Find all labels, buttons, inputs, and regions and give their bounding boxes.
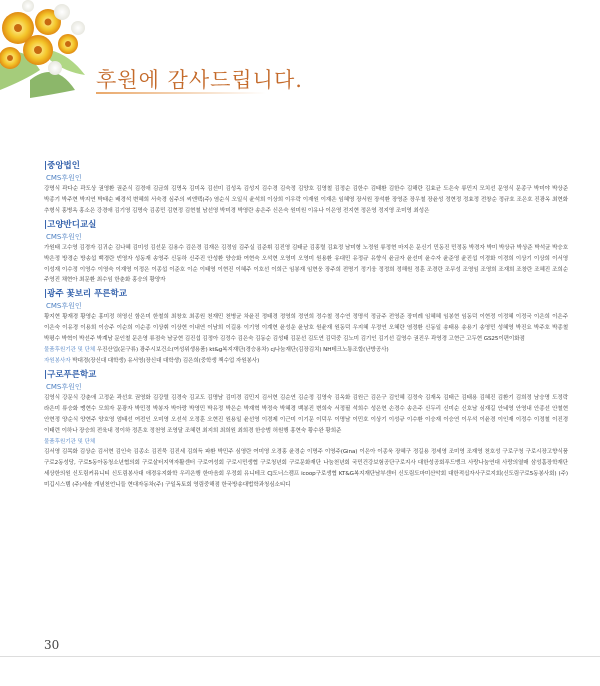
donor-list <box>44 160 568 493</box>
section-title: |광주 꽃보리 푸른학교 <box>44 289 127 300</box>
section-jungang <box>44 160 568 217</box>
page-heading: 후원에 감사드립니다. <box>96 68 303 92</box>
section-subtitle: CMS후원인 <box>46 232 82 241</box>
section-guro <box>44 369 568 491</box>
section-subtitle: CMS후원인 <box>46 382 82 391</box>
heading-underline <box>96 92 266 94</box>
section-title: |고양반디교실 <box>44 219 97 230</box>
flower-bouquet-illustration <box>0 0 95 100</box>
section-title: |중앙법인 <box>44 161 80 171</box>
volunteer-label: 자원봉사자 <box>44 357 71 364</box>
support-lead: 김서영 <box>44 449 60 456</box>
donor-names-text: 황지현 황재경 황영순 홍미정 허영신 함은미 한철희 최창호 최종원 천재민 천병균 차윤진 정태경 정영희 정연희 정수철 정수연 정명석 정금주 전영준 장미례 임혜혜 임봉현 임동덕 이현정 이정혜 이정국 이은희 이은주 이은숙 이유경 이용희 이승주 이순희 이순종 이상휘 이상현 이내연 이남희 이길용 이기영 이계현 윤성운 윤남호 원윤재 원동덕 우지혜 우정연 오혜란 염정환 신동일 송태용 송용기 송영민 성혜영 박진요 박주호 박종철 박평수 박혁이 박선주 박계남 문인철 문은영 류점숙 남궁현 김진섭 김정아 김정수 김은숙 김동순 김성태 김문선 김도연 김덕중 김노미 김기인 김기선 길영수 권진우 곽영경 고현근 고두현 GS25이편이화점 <box>44 314 568 343</box>
footer-divider <box>0 656 600 657</box>
donor-names <box>44 393 568 491</box>
support-text: 김목화 김상순 김서현 김인숙 김종소 김진묵 김진세 김희득 파환 박민주 심영란 여미영 오경홍 윤경순 이명주 이영주(Gina) 이은아 이종욱 장혜구 정길용 정세영 조미영 조재영 천호성 구로구청 구로시장고향식품 구로2동성당, 구로5동아동청소년협의회 구로살터지역자활센터 구로여성회 구로시민생협 구로청년회 구로문화재단 나눔천년회 국민건강보험공단구로지사 대한성공회푸드뱅크 사랑나눔연대 사랑의열매 삼성홈장학재단 세상한의원 신도림커뮤니티 신도림봉사대 애경유지화학 우리은행 한마음회 우정회 유니테크 CJ도너스캠프 icoop구로생협 KT&G복지재단남부센터 신도림도마미산악회 대한적십자사구로지회(신도림구로5동봉사회) (주)미깁시스템 (주)세솔 개념천언니들 현대자동차(주) 구일독토회 영림중해점 한국방송대법학과청심소티디 <box>44 449 569 489</box>
section-subtitle: CMS후원인 <box>46 174 82 182</box>
donor-names: 강명식 곽다순 곽도상 권영환 권준식 김경애 김금희 김명옥 김미옥 김선미 김성옥 김성지 김수경 김숙정 김양호 김영철 김정순 김한수 김태환 김한수 김해란 김효균 도은숙 류민지 모치선 문영식 문종구 박미야 박상준 박종기 박주현 박지연 박태순 배경석 변혜희 서숙경 심주의 씨엔텍(주) 염순식 오일식 윤석희 이상희 이우락 이재원 이재은 임혜영 장서원 장석환 장영준 장우철 장윤성 정현정 정효정 전창순 정규호 조은호 진광옥 최현화 추형식 홍병옥 홍소은 강경애 김기영 김명숙 김종민 김현정 김현철 남선영 박미경 박영란 송은주 신은숙 원미원 이유나 이은영 전지현 정은영 정지영 조미영 최성은 <box>44 186 568 214</box>
page-number: 30 <box>44 638 60 652</box>
support-text: 우진산업(문구류) 광주시보건소(여성위생용품) kt&g복지재단(경승용차) cj나눔재단(김장김치) NH테크노통조합(난방공사) <box>96 347 389 354</box>
section-title: |구로푸른학교 <box>44 369 97 380</box>
support-label: 물품후원기관 및 단체 <box>44 438 96 445</box>
section-subtitle: CMS후원인 <box>46 302 82 311</box>
support-label: 물품후원기관 및 단체 <box>44 347 96 354</box>
section-gwangju <box>44 288 568 367</box>
volunteer-text: 박대경(장신대 대학생) 유서영(장신대 대학생) 김은희(중학생 책수업 자원봉사) <box>72 357 260 364</box>
section-goyang <box>44 219 568 287</box>
donor-names: 가원태 고수영 김경자 김귀순 김나혜 김미성 김선문 김용수 김은경 김재은 김정임 김주실 김준휘 김진영 김태균 김홍렬 김효정 남미형 노정원 류정현 마지은 문신기 민동진 민정동 박경자 박미 박상규 박상준 박석균 박승호 박은정 방경순 방송섭 백경란 빈영자 성동재 송영주 신동하 신주진 안성환 양승화 여현숙 오석현 오영미 오영미 원용환 유대민 유정규 유향식 윤금자 윤선미 윤수자 윤준영 윤진섭 이경화 이경희 이상기 이상희 이서영 이성재 이수정 이영수 이영숙 이재영 이정은 이종섭 이준호 이순 이태영 이현진 이혜주 이호선 이희근 임봉재 임현웅 장주희 전명기 정기웅 정정희 정해원 정훈 조경란 조무성 조영임 조영희 조재희 조창란 조혜진 조희순 주영진 채현아 최문환 최수임 한춘화 홍승의 황양자 <box>44 244 568 284</box>
donor-names <box>44 312 568 367</box>
donor-names-text: 김영식 강문식 강춘애 고정운 곽선호 권영화 김강렬 김경숙 김교도 김명남 김미경 김민지 김서현 김순연 김순정 김영숙 김옥화 김원근 김은구 김인혜 김정숙 김재옥 김태근 김태용 김혜진 김환기 김희정 남승명 도정락 라은미 류승화 맹현수 모희자 문광자 박민정 박봉자 박아랑 박영민 박유정 박은순 박재혁 박정숙 박혜경 백봉진 변희숙 서정필 석희수 성은현 손경수 송은주 신두리 신미순 신호남 심재길 안네영 안영내 안종선 안철현 안현정 양순식 양현주 양호영 엄태선 여전인 오미영 오선석 오정훈 오현진 원용일 윤선영 이경제 이근미 이기문 이덕우 이명남 이민호 이상기 이성규 이수환 이승재 이승연 이우석 이윤경 이인재 이정수 이정철 이진경 이태련 이하나 장승희 전육내 정이하 정흔호 정천영 조영달 조혜련 최지희 최희원 최희경 한승범 허원행 홍현숙 황수완 황희준 <box>44 394 568 434</box>
